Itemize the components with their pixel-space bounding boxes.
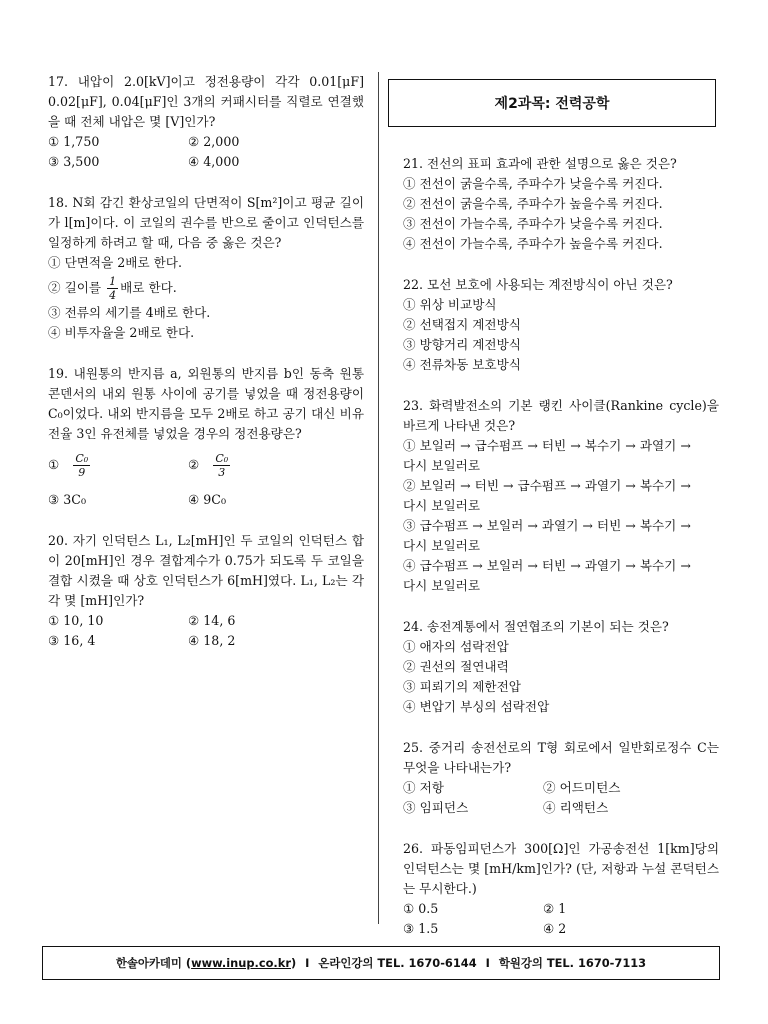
question-18-option-2-prefix: ② 길이를	[48, 280, 102, 295]
option-line: ④ 급수펌프 → 보일러 → 터빈 → 과열기 → 복수기 →	[403, 558, 691, 573]
question-26-option-1[interactable]: ① 0.5	[403, 901, 439, 916]
question-18-option-2-suffix: 배로 한다.	[120, 280, 177, 295]
question-17-options-row-2	[48, 152, 364, 172]
question-26-option-3[interactable]: ③ 1.5	[403, 921, 439, 936]
option-line: 다시 보일러로	[403, 538, 480, 553]
question-23	[403, 396, 719, 596]
question-20-stem: 20. 자기 인덕턴스 L₁, L₂[mH]인 두 코일의 인덕턴스 합이 20[mH]인 경우 결합계수가 0.75가 되도록 두 코일을 결합 시켰을 때 상호 인덕턴스가 6[mH]였다. L₁, L₂는 각각 몇 [mH]인가?	[48, 533, 364, 608]
question-20-options-row-2	[48, 631, 364, 651]
question-24-option-1[interactable]: ① 애자의 섬락전압	[403, 639, 509, 654]
question-22-option-1[interactable]: ① 위상 비교방식	[403, 297, 497, 312]
fraction-denominator: 9	[78, 465, 86, 479]
question-18-option-3[interactable]: ③ 전류의 세기를 4배로 한다.	[48, 305, 211, 320]
question-17-option-2[interactable]: ② 2,000	[188, 134, 240, 149]
question-26-option-4[interactable]: ④ 2	[543, 921, 567, 936]
question-22-option-4[interactable]: ④ 전류차동 보호방식	[403, 357, 521, 372]
question-25-options-row-1	[403, 778, 719, 798]
spacer	[48, 172, 364, 193]
question-24-option-4[interactable]: ④ 변압기 부싱의 섬락전압	[403, 699, 550, 714]
question-18-option-1[interactable]: ① 단면적을 2배로 한다.	[48, 255, 182, 270]
question-17-option-1[interactable]: ① 1,750	[48, 134, 100, 149]
question-25-stem: 25. 중거리 송전선로의 T형 회로에서 일반회로정수 C는 무엇을 나타내는가?	[403, 740, 719, 775]
question-21-option-3[interactable]: ③ 전선이 가늘수록, 주파수가 낮을수록 커진다.	[403, 216, 663, 231]
right-column	[403, 154, 719, 939]
question-24-option-3[interactable]: ③ 피뢰기의 제한전압	[403, 679, 521, 694]
fraction	[213, 452, 230, 479]
question-20-option-2[interactable]: ② 14, 6	[188, 613, 236, 628]
question-22	[403, 275, 719, 375]
question-19-option-4[interactable]: ④ 9C₀	[188, 492, 226, 507]
subject-title-box	[388, 79, 716, 127]
question-22-option-3[interactable]: ③ 방향거리 계전방식	[403, 337, 521, 352]
question-17-option-4[interactable]: ④ 4,000	[188, 154, 240, 169]
option-line: ③ 급수펌프 → 보일러 → 과열기 → 터빈 → 복수기 →	[403, 518, 691, 533]
question-19-stem: 19. 내원통의 반지름 a, 외원통의 반지름 b인 동축 원통 콘덴서의 내외 원통 사이에 공기를 넣었을 때 정전용량이 C₀이었다. 내외 반지름을 모두 2배로 하고 공기 대신 비유전율 3인 유전체를 넣었을 경우의 정전용량은?	[48, 366, 364, 441]
spacer	[403, 254, 719, 275]
question-20-options-row-1	[48, 611, 364, 631]
option-line: ① 보일러 → 급수펌프 → 터빈 → 복수기 → 과열기 →	[403, 438, 691, 453]
question-23-option-1[interactable]	[403, 436, 719, 476]
question-23-option-4[interactable]	[403, 556, 719, 596]
fraction-denominator: 3	[218, 465, 226, 479]
question-21	[403, 154, 719, 254]
question-23-option-2[interactable]	[403, 476, 719, 516]
subject-title: 제2과목: 전력공학	[494, 96, 610, 112]
option-marker: ①	[48, 456, 60, 472]
spacer	[403, 717, 719, 738]
question-22-option-2[interactable]: ② 선택접지 계전방식	[403, 317, 521, 332]
question-19-option-1[interactable]	[48, 452, 188, 479]
question-19	[48, 364, 364, 510]
question-23-stem: 23. 화력발전소의 기본 랭킨 사이클(Rankine cycle)을 바르게 나타낸 것은?	[403, 398, 719, 433]
option-line: 다시 보일러로	[403, 578, 480, 593]
question-17-options-row-1	[48, 132, 364, 152]
question-23-option-3[interactable]	[403, 516, 719, 556]
spacer	[403, 375, 719, 396]
spacer	[403, 596, 719, 617]
question-26-option-2[interactable]: ② 1	[543, 901, 567, 916]
spacer	[403, 818, 719, 839]
fraction	[73, 452, 90, 479]
question-19-options-row-2	[48, 490, 364, 510]
option-line: ② 보일러 → 터빈 → 급수펌프 → 과열기 → 복수기 →	[403, 478, 691, 493]
question-21-option-1[interactable]: ① 전선이 굵을수록, 주파수가 낮을수록 커진다.	[403, 176, 663, 191]
question-19-option-2[interactable]	[188, 452, 328, 479]
question-25-option-1[interactable]: ① 저항	[403, 780, 444, 795]
spacer	[48, 510, 364, 531]
fraction-numerator: 1	[109, 274, 117, 288]
question-19-option-3[interactable]: ③ 3C₀	[48, 492, 86, 507]
question-21-option-4[interactable]: ④ 전선이 가늘수록, 주파수가 높을수록 커진다.	[403, 236, 663, 251]
question-25-option-4[interactable]: ④ 리액턴스	[543, 800, 609, 815]
footer-url-link[interactable]: www.inup.co.kr	[191, 956, 291, 970]
column-divider	[378, 72, 379, 924]
footer-offline-tel: 학원강의 TEL. 1670-7113	[498, 956, 647, 970]
option-line: 다시 보일러로	[403, 458, 480, 473]
question-26	[403, 839, 719, 939]
question-20-option-1[interactable]: ① 10, 10	[48, 613, 104, 628]
spacer	[48, 343, 364, 364]
footer-separator: I	[485, 956, 490, 970]
question-25-option-2[interactable]: ② 어드미턴스	[543, 780, 621, 795]
question-21-stem: 21. 전선의 표피 효과에 관한 설명으로 옳은 것은?	[403, 156, 677, 171]
question-25	[403, 738, 719, 818]
option-line: 다시 보일러로	[403, 498, 480, 513]
page-footer: 한솔아카데미 ( www.inup.co.kr ) I 온라인강의 TEL. 1670-6144 I 학원강의 TEL. 1670-7113	[42, 946, 720, 980]
question-25-options-row-2	[403, 798, 719, 818]
question-17-option-3[interactable]: ③ 3,500	[48, 154, 100, 169]
question-26-stem: 26. 파동임피던스가 300[Ω]인 가공송전선 1[km]당의 인덕턴스는 몇 [mH/km]인가? (단, 저항과 누설 콘덕턴스는 무시한다.)	[403, 841, 719, 896]
footer-separator: I	[305, 956, 310, 970]
question-19-options-row-1	[48, 444, 364, 486]
fraction-numerator: C₀	[215, 451, 229, 465]
option-marker: ②	[188, 456, 200, 472]
question-20	[48, 531, 364, 651]
question-26-options-row-2	[403, 919, 719, 939]
question-24-option-2[interactable]: ② 권선의 절연내력	[403, 659, 509, 674]
fraction	[107, 275, 118, 302]
question-18-stem: 18. N회 감긴 환상코일의 단면적이 S[m²]이고 평균 길이가 l[m]이다. 이 코일의 권수를 반으로 줄이고 인덕턴스를 일정하게 하려고 할 때, 다음 중 옳은 것은?	[48, 195, 364, 250]
question-18-option-2[interactable]	[48, 273, 364, 303]
footer-online-tel: 온라인강의 TEL. 1670-6144	[318, 956, 477, 970]
question-18-option-4[interactable]: ④ 비투자율을 2배로 한다.	[48, 325, 195, 340]
question-25-option-3[interactable]: ③ 임피던스	[403, 800, 469, 815]
question-21-option-2[interactable]: ② 전선이 굵을수록, 주파수가 높을수록 커진다.	[403, 196, 663, 211]
question-20-option-4[interactable]: ④ 18, 2	[188, 633, 236, 648]
question-22-stem: 22. 모선 보호에 사용되는 계전방식이 아닌 것은?	[403, 277, 673, 292]
fraction-denominator: 4	[109, 288, 117, 302]
fraction-numerator: C₀	[75, 451, 89, 465]
question-24-stem: 24. 송전계통에서 절연협조의 기본이 되는 것은?	[403, 619, 669, 634]
left-column	[48, 72, 364, 651]
question-20-option-3[interactable]: ③ 16, 4	[48, 633, 96, 648]
question-26-options-row-1	[403, 899, 719, 919]
question-17	[48, 72, 364, 172]
footer-brand: 한솔아카데미	[115, 956, 182, 970]
question-24	[403, 617, 719, 717]
question-17-stem: 17. 내압이 2.0[kV]이고 정전용량이 각각 0.01[μF] 0.02[μF], 0.04[μF]인 3개의 커패시터를 직렬로 연결했을 때 전체 내압은 몇 [V]인가?	[48, 74, 364, 129]
question-18	[48, 193, 364, 343]
